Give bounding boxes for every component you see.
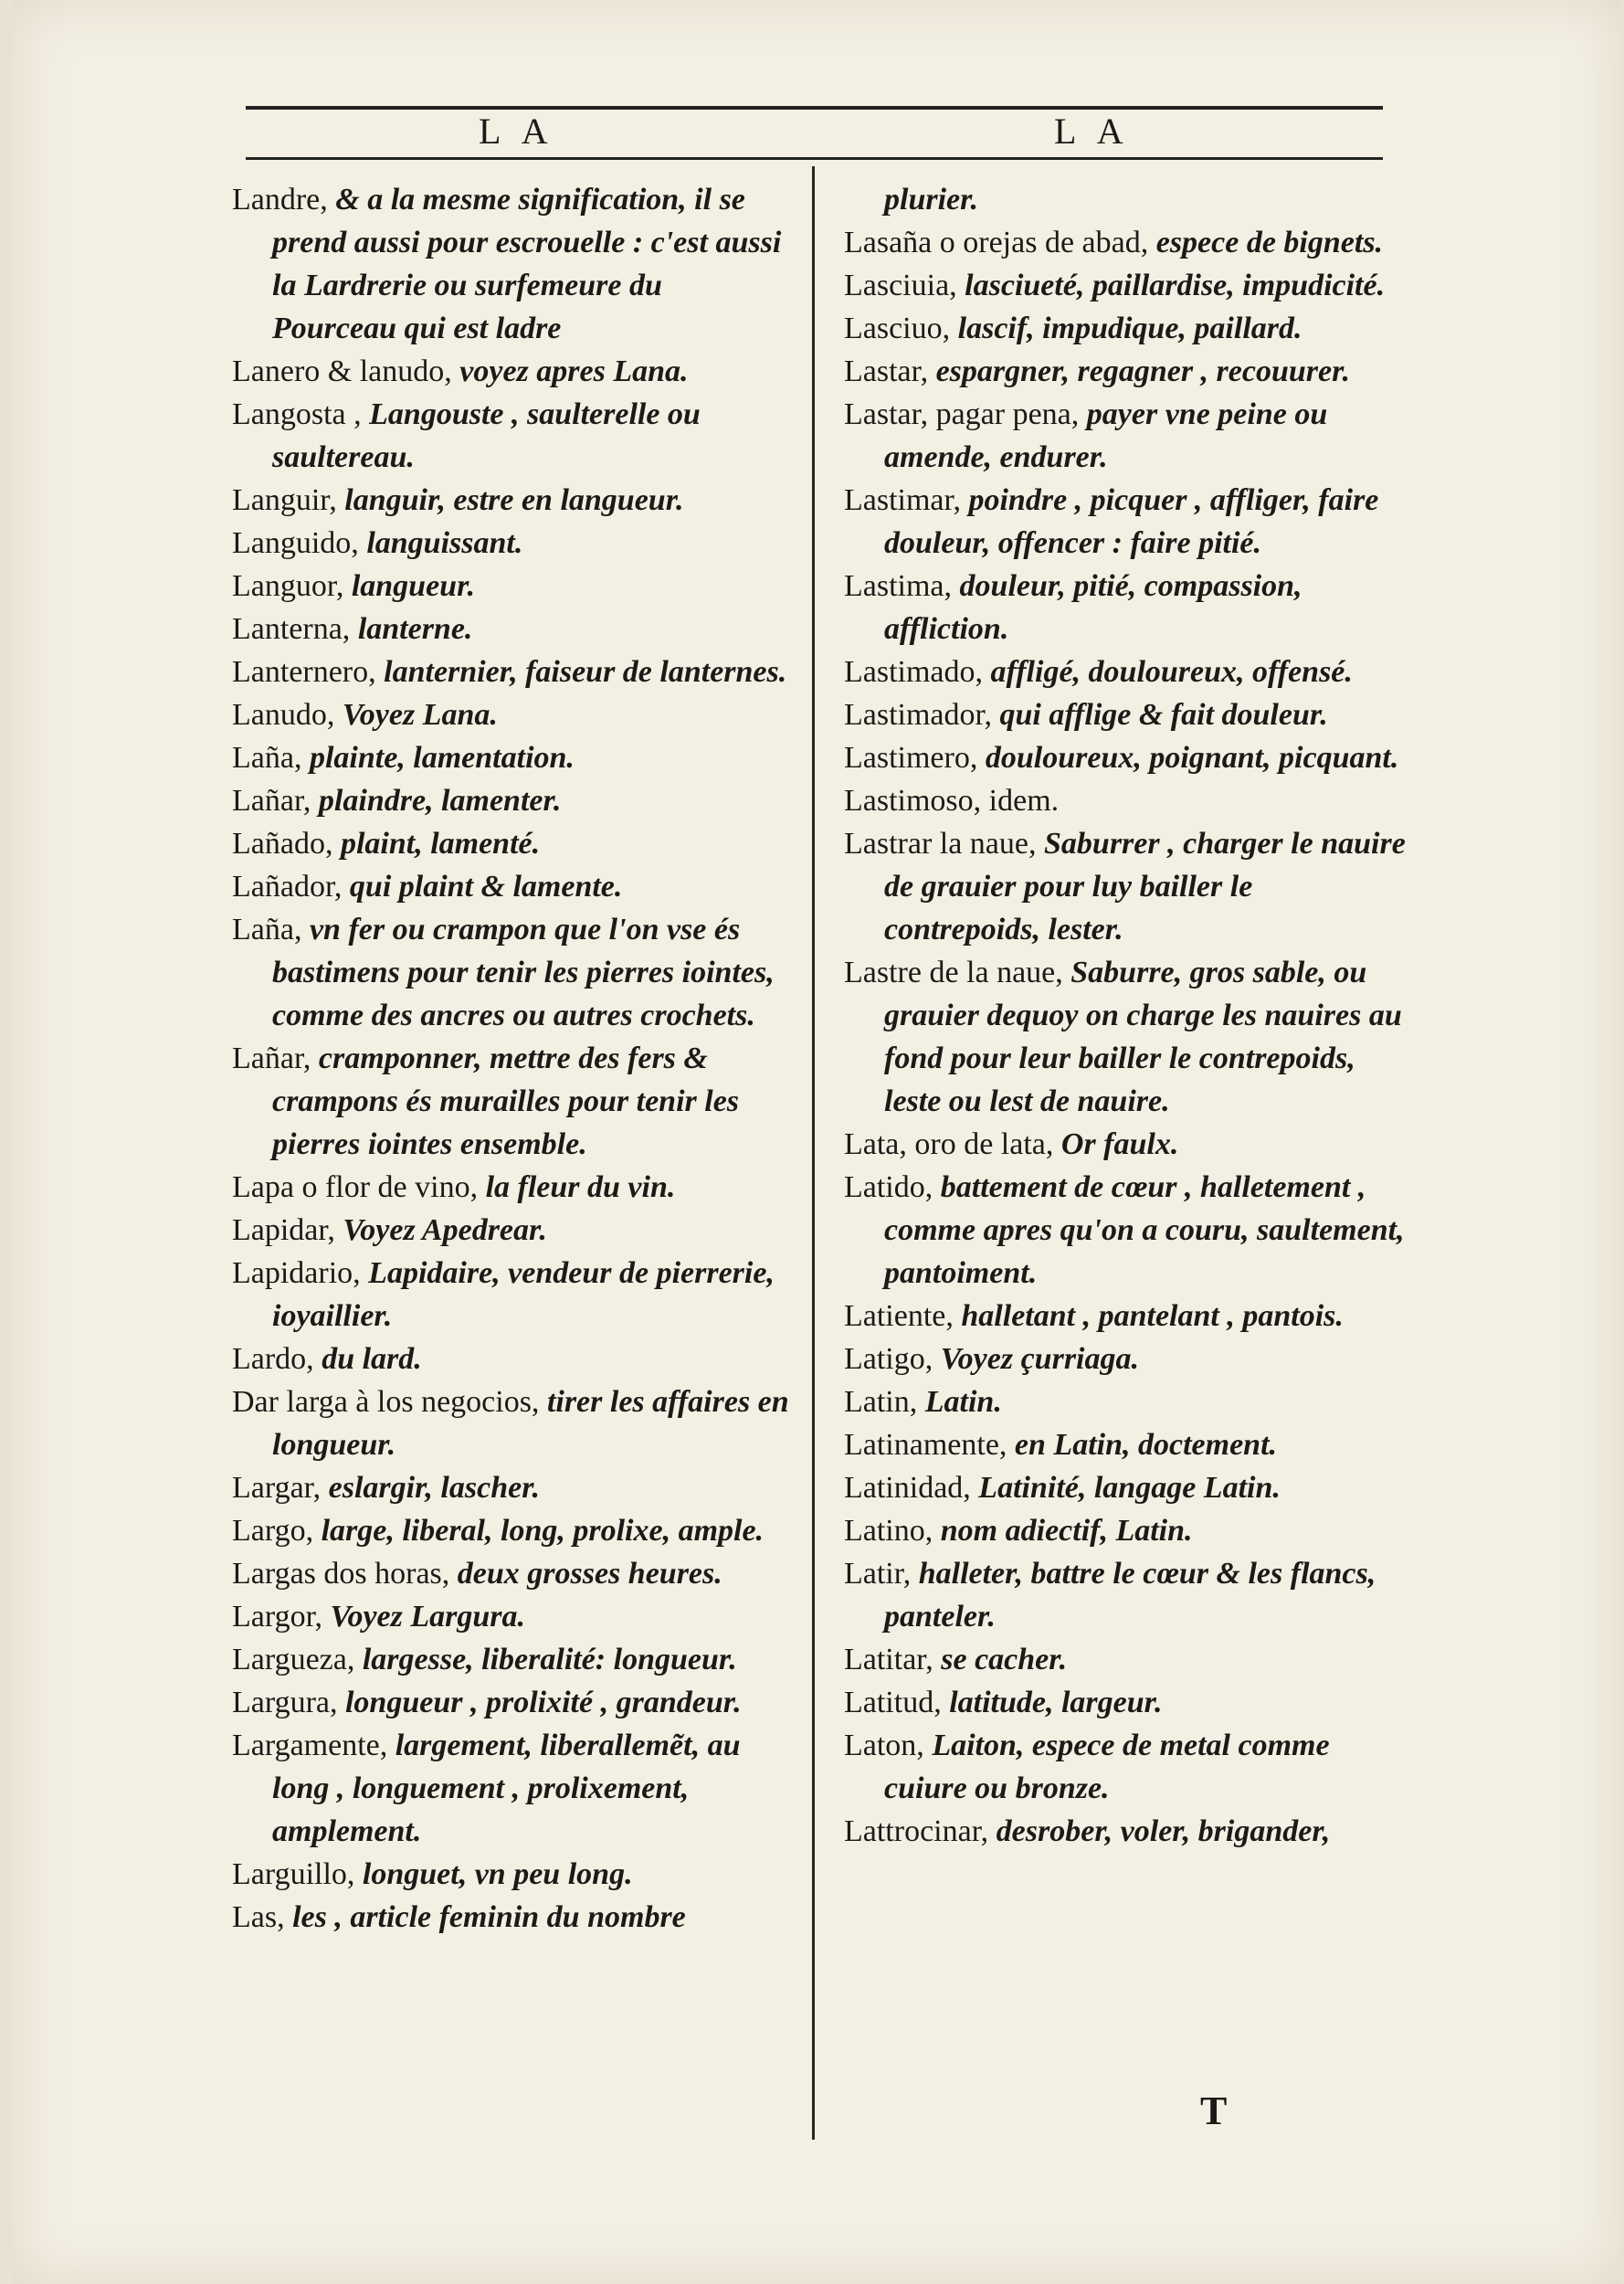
entry-term: Latino, (844, 1514, 933, 1548)
dictionary-entry (232, 1595, 794, 1638)
dictionary-entry (232, 1466, 794, 1509)
entry-gloss: Latinité, langage Latin. (978, 1471, 1281, 1505)
entry-term: Largas dos horas, (232, 1557, 450, 1591)
entry-term: Largamente, (232, 1729, 388, 1762)
entry-gloss: tirer les affaires en longueur. (272, 1385, 789, 1462)
entry-gloss: lasciueté, paillardise, impudicité. (965, 269, 1386, 302)
dictionary-entry (844, 1724, 1406, 1810)
entry-gloss: payer vne peine ou amende, endurer. (884, 397, 1328, 474)
dictionary-entry (844, 1810, 1406, 1853)
entry-gloss: affligé, douloureux, offensé. (990, 655, 1353, 689)
entry-term: Latitud, (844, 1686, 942, 1719)
dictionary-entry (844, 350, 1406, 393)
header-rule (246, 157, 1383, 160)
dictionary-entry (844, 1466, 1406, 1509)
entry-gloss: battement de cœur , halletement , comme apres qu'on a couru, saultement, pantoiment. (884, 1170, 1405, 1290)
dictionary-entry (844, 1166, 1406, 1295)
dictionary-entry (844, 1552, 1406, 1638)
dictionary-entry (232, 1552, 794, 1595)
entry-gloss: deux grosses heures. (457, 1557, 722, 1591)
entry-gloss: halleter, battre le cœur & les flancs, panteler. (884, 1557, 1376, 1634)
entry-term: Lañador, (232, 870, 343, 904)
entry-gloss: Voyez Largura. (330, 1600, 525, 1634)
dictionary-entry (232, 865, 794, 908)
entry-term: Lastimoso, idem. (844, 784, 1060, 818)
entry-term: Lastimar, (844, 483, 961, 517)
dictionary-entry (232, 350, 794, 393)
entry-gloss: lascif, impudique, paillard. (957, 312, 1302, 345)
entry-term: Larguillo, (232, 1857, 355, 1891)
entry-term: Lattrocinar, (844, 1814, 989, 1848)
dictionary-entry (232, 608, 794, 650)
entry-term: Latin, (844, 1385, 918, 1419)
entry-term: Langosta , (232, 397, 362, 431)
entry-term: Lastima, (844, 569, 953, 603)
entry-gloss: languissant. (366, 526, 523, 560)
entry-gloss: les , article feminin du nombre (292, 1900, 686, 1934)
entry-gloss: plaint, lamenté. (340, 827, 541, 861)
column-divider (812, 166, 815, 2140)
dictionary-entry (232, 1380, 794, 1466)
entry-gloss: longuet, vn peu long. (362, 1857, 633, 1891)
entry-gloss: douleur, pitié, compassion, affliction. (884, 569, 1302, 646)
header-right: L A (1054, 111, 1131, 152)
dictionary-entry (844, 1123, 1406, 1166)
entry-gloss: lanternier, faiseur de lanternes. (384, 655, 787, 689)
dictionary-entry (844, 264, 1406, 307)
dictionary-entry (232, 1209, 794, 1252)
entry-gloss: longueur , prolixité , grandeur. (344, 1686, 742, 1719)
dictionary-entry (844, 693, 1406, 736)
entry-term: Lastimado, (844, 655, 984, 689)
dictionary-entry (232, 779, 794, 822)
entry-term: Largo, (232, 1514, 314, 1548)
entry-gloss: en Latin, doctement. (1014, 1428, 1278, 1462)
dictionary-entry (844, 1423, 1406, 1466)
entry-term: Lasaña o orejas de abad, (844, 226, 1149, 259)
entry-term: Languir, (232, 483, 337, 517)
entry-gloss: largesse, liberalité: longueur. (362, 1643, 737, 1676)
dictionary-entry (232, 822, 794, 865)
entry-gloss: large, liberal, long, prolixe, ample. (321, 1514, 765, 1548)
entry-gloss: voyez apres Lana. (459, 354, 689, 388)
entry-term: Lastrar la naue, (844, 827, 1037, 861)
entry-gloss: Laiton, espece de metal comme cuiure ou bronze. (884, 1729, 1330, 1805)
dictionary-entry (232, 1853, 794, 1896)
dictionary-entry (232, 1724, 794, 1853)
dictionary-entry (844, 650, 1406, 693)
entry-gloss: lanterne. (357, 612, 473, 646)
entry-gloss: Voyez çurriaga. (940, 1342, 1139, 1376)
entry-gloss: Voyez Apedrear. (343, 1213, 547, 1247)
dictionary-entry (844, 178, 1406, 221)
entry-gloss: Latin. (924, 1385, 1002, 1419)
entry-gloss: la fleur du vin. (485, 1170, 676, 1204)
dictionary-entry (232, 650, 794, 693)
entry-gloss: poindre , picquer , affliger, faire douleur, offencer : faire pitié. (884, 483, 1379, 560)
dictionary-entry (232, 908, 794, 1037)
entry-gloss: Voyez Lana. (342, 698, 498, 732)
dictionary-entry (844, 221, 1406, 264)
entry-gloss: plurier. (884, 183, 978, 217)
entry-term: Lastar, (844, 354, 929, 388)
entry-term: Laton, (844, 1729, 924, 1762)
entry-gloss: Saburre, gros sable, ou grauier dequoy on charge les nauires au fond pour leur bailler le contrepoids, leste ou lest de nauire. (884, 956, 1402, 1118)
entry-term: Largura, (232, 1686, 338, 1719)
entry-term: Languido, (232, 526, 359, 560)
dictionary-entry (844, 1295, 1406, 1338)
dictionary-entry (844, 479, 1406, 565)
entry-gloss: & a la mesme signification, il se prend aussi pour escrouelle : c'est aussi la Lardrerie ou surfemeure du Pourceau qui est ladre (272, 183, 782, 345)
dictionary-entry (232, 178, 794, 350)
entry-gloss: du lard. (322, 1342, 422, 1376)
entry-term: Lapa o flor de vino, (232, 1170, 479, 1204)
entry-gloss: desrober, voler, brigander, (996, 1814, 1331, 1848)
entry-term: Latido, (844, 1170, 933, 1204)
entry-term: Dar larga à los negocios, (232, 1385, 540, 1419)
dictionary-entry (844, 1638, 1406, 1681)
entry-term: Lanudo, (232, 698, 335, 732)
dictionary-entry (232, 1338, 794, 1380)
entry-term: Lapidario, (232, 1256, 361, 1290)
entry-term: Lasciuia, (844, 269, 957, 302)
entry-gloss: Langouste , saulterelle ou saultereau. (272, 397, 701, 474)
dictionary-entry (232, 1509, 794, 1552)
entry-term: Lardo, (232, 1342, 314, 1376)
dictionary-entry (844, 1380, 1406, 1423)
entry-gloss: largement, liberallemẽt, au long , longuement , prolixement, amplement. (272, 1729, 741, 1848)
dictionary-entry (844, 1338, 1406, 1380)
entry-term: Lastar, pagar pena, (844, 397, 1080, 431)
entry-gloss: se cacher. (941, 1643, 1068, 1676)
dictionary-entry (844, 393, 1406, 479)
right-column (844, 178, 1406, 1853)
dictionary-entry (232, 736, 794, 779)
entry-term: Largueza, (232, 1643, 355, 1676)
dictionary-entry (232, 1252, 794, 1338)
dictionary-entry (232, 693, 794, 736)
entry-term: Latinidad, (844, 1471, 971, 1505)
entry-gloss: plaindre, lamenter. (318, 784, 562, 818)
entry-term: Lastimador, (844, 698, 992, 732)
dictionary-entry (844, 822, 1406, 951)
dictionary-entry (232, 393, 794, 479)
dictionary-entry (844, 736, 1406, 779)
dictionary-entry (232, 1638, 794, 1681)
dictionary-entry (844, 1509, 1406, 1552)
entry-term: Lastimero, (844, 741, 978, 775)
entry-term: Lapidar, (232, 1213, 335, 1247)
dictionary-entry (844, 779, 1406, 822)
signature-mark: T (1200, 2088, 1228, 2133)
entry-term: Latiente, (844, 1299, 954, 1333)
entry-gloss: espece de bignets. (1155, 226, 1384, 259)
entry-gloss: vn fer ou crampon que l'on vse és bastimens pour tenir les pierres iointes, comme des ancres ou autres crochets. (272, 913, 775, 1032)
entry-gloss: cramponner, mettre des fers & crampons és murailles pour tenir les pierres iointes ensemble. (272, 1042, 740, 1161)
dictionary-entry (232, 522, 794, 565)
page (13, 0, 1620, 2284)
entry-term: Lanero & lanudo, (232, 354, 452, 388)
header-left: L A (479, 111, 555, 152)
entry-term: Lañar, (232, 784, 311, 818)
entry-term: Las, (232, 1900, 285, 1934)
entry-term: Languor, (232, 569, 344, 603)
entry-term: Lañar, (232, 1042, 311, 1075)
entry-term: Lañado, (232, 827, 333, 861)
entry-term: Largar, (232, 1471, 322, 1505)
entry-term: Largor, (232, 1600, 323, 1634)
entry-term: Latitar, (844, 1643, 933, 1676)
dictionary-entry (844, 951, 1406, 1123)
entry-gloss: eslargir, lascher. (328, 1471, 541, 1505)
dictionary-entry (232, 479, 794, 522)
entry-gloss: douloureux, poignant, picquant. (985, 741, 1399, 775)
top-rule (246, 106, 1383, 110)
dictionary-entry (844, 565, 1406, 650)
left-column (232, 178, 794, 1939)
dictionary-entry (232, 565, 794, 608)
entry-term: Lasciuo, (844, 312, 951, 345)
entry-term: Laña, (232, 741, 302, 775)
entry-gloss: languir, estre en langueur. (344, 483, 684, 517)
entry-gloss: qui afflige & fait douleur. (999, 698, 1328, 732)
dictionary-entry (232, 1166, 794, 1209)
entry-gloss: plainte, lamentation. (309, 741, 575, 775)
entry-gloss: nom adiectif, Latin. (940, 1514, 1193, 1548)
entry-term: Lanterna, (232, 612, 351, 646)
entry-term: Latir, (844, 1557, 912, 1591)
entry-term: Latinamente, (844, 1428, 1007, 1462)
dictionary-entry (232, 1037, 794, 1166)
entry-gloss: langueur. (351, 569, 475, 603)
entry-gloss: espargner, regagner , recouurer. (935, 354, 1350, 388)
entry-gloss: halletant , pantelant , pantois. (961, 1299, 1344, 1333)
entry-term: Lastre de la naue, (844, 956, 1063, 989)
dictionary-entry (232, 1896, 794, 1939)
entry-gloss: qui plaint & lamente. (349, 870, 623, 904)
entry-gloss: Saburrer , charger le nauire de grauier pour luy bailler le contrepoids, lester. (884, 827, 1406, 946)
dictionary-entry (232, 1681, 794, 1724)
entry-term: Landre, (232, 183, 328, 217)
entry-gloss: Lapidaire, vendeur de pierrerie, ioyaillier. (272, 1256, 775, 1333)
dictionary-entry (844, 307, 1406, 350)
entry-term: Laña, (232, 913, 302, 946)
entry-gloss: latitude, largeur. (949, 1686, 1163, 1719)
entry-term: Lanternero, (232, 655, 376, 689)
dictionary-entry (844, 1681, 1406, 1724)
entry-term: Latigo, (844, 1342, 933, 1376)
entry-gloss: Or faulx. (1060, 1127, 1179, 1161)
entry-term: Lata, oro de lata, (844, 1127, 1054, 1161)
